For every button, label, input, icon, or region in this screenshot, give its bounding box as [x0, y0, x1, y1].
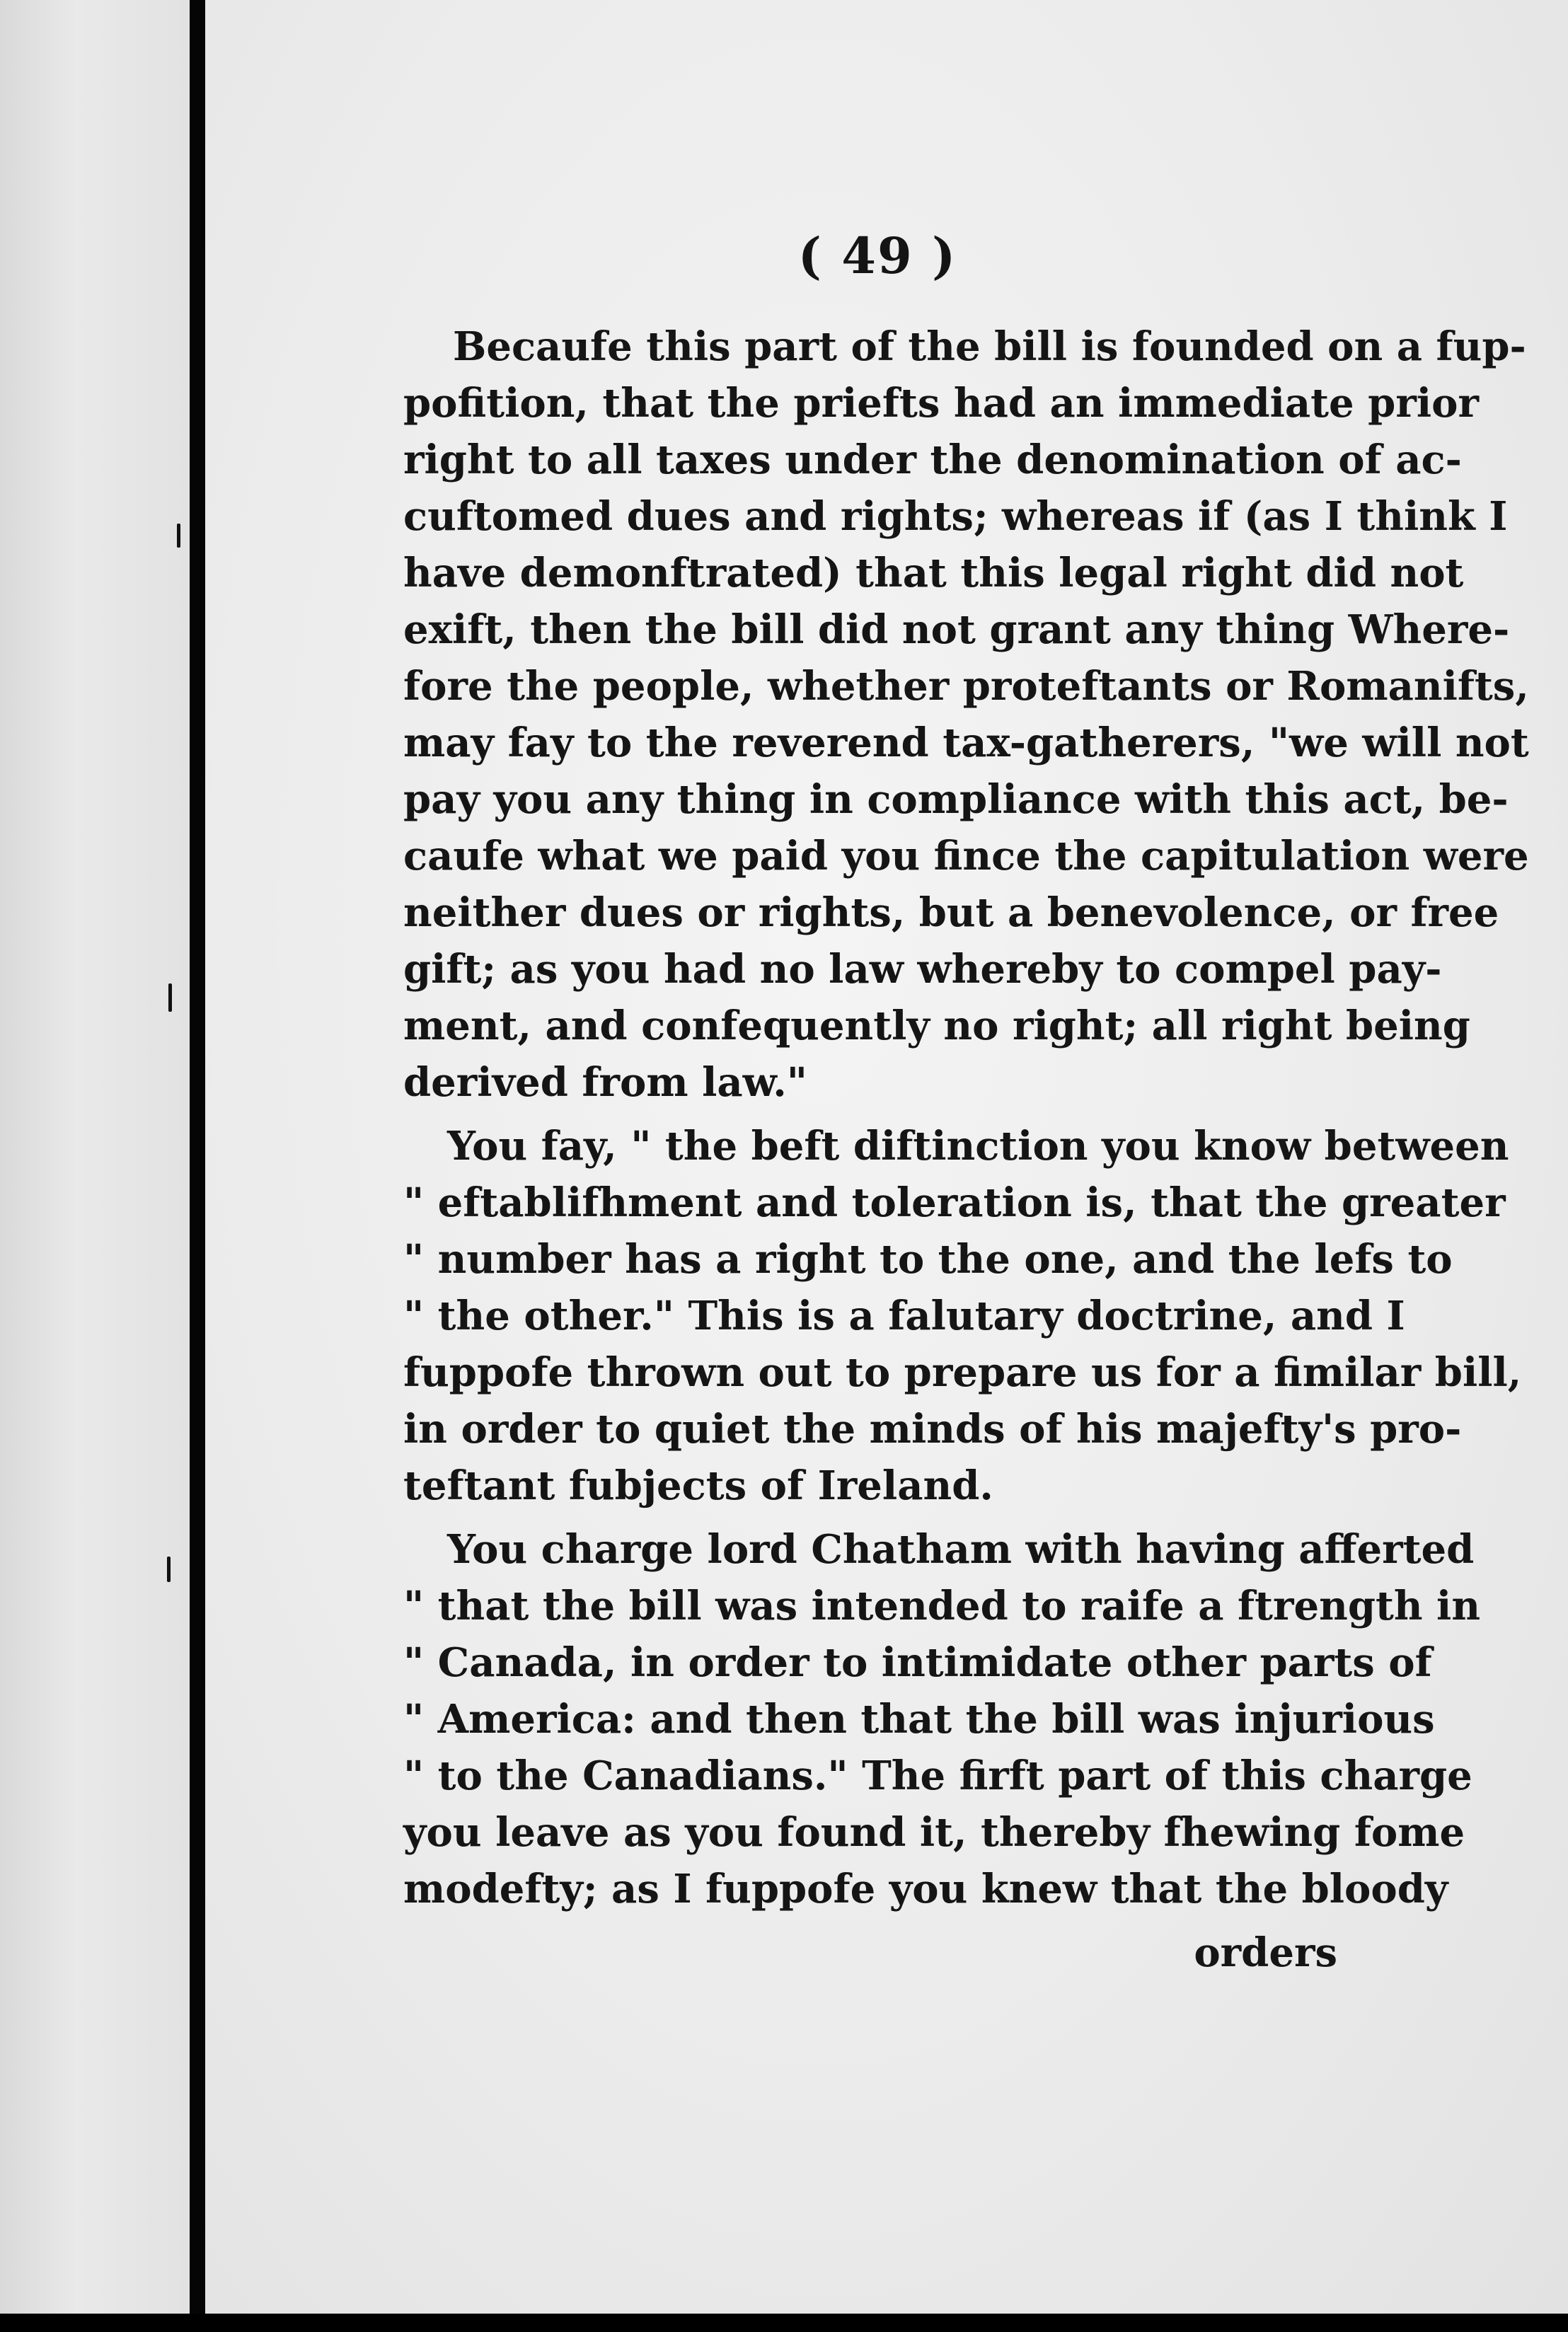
text-line: have demonftrated) that this legal right did not: [403, 550, 1464, 596]
text-line: may fay to the reverend tax-gatherers, "we will not: [403, 720, 1529, 766]
text-line: gift; as you had no law whereby to compel pay-: [403, 946, 1442, 993]
text-line: fuppofe thrown out to prepare us for a fimilar bill,: [403, 1349, 1522, 1396]
text-line: right to all taxes under the denomination of ac-: [403, 437, 1462, 483]
text-line: caufe what we paid you fince the capitulation were: [403, 833, 1529, 879]
text-line: " the other." This is a falutary doctrine, and I: [403, 1293, 1405, 1339]
page-number: ( 49 ): [797, 226, 957, 285]
text-line: You fay, " the beft diftinction you know between: [447, 1123, 1509, 1170]
facing-page-mark: [167, 1557, 171, 1582]
text-line: neither dues or rights, but a benevolence, or free: [403, 889, 1499, 936]
catchword: orders: [1194, 1929, 1337, 1976]
text-line: ment, and confequently no right; all right being: [403, 1003, 1470, 1049]
text-line: You charge lord Chatham with having afferted: [447, 1526, 1475, 1573]
text-line: Becaufe this part of the bill is founded on a fup-: [453, 323, 1526, 370]
text-line: teftant fubjects of Ireland.: [403, 1462, 993, 1509]
text-line: pay you any thing in compliance with this act, be-: [403, 776, 1509, 823]
text-line: exift, then the bill did not grant any thing Where-: [403, 606, 1510, 653]
text-line: " that the bill was intended to raife a ftrength in: [403, 1583, 1481, 1629]
text-line: in order to quiet the minds of his majefty's pro-: [403, 1406, 1462, 1453]
text-line: " number has a right to the one, and the lefs to: [403, 1236, 1453, 1283]
facing-page-mark: [177, 524, 180, 548]
text-line: you leave as you found it, thereby fhewing fome: [403, 1809, 1465, 1856]
facing-page-edge: [0, 0, 190, 2314]
text-line: modefty; as I fuppofe you knew that the bloody: [403, 1866, 1448, 1912]
text-line: " to the Canadians." The firft part of this charge: [403, 1753, 1472, 1799]
text-line: " eftablifhment and toleration is, that the greater: [403, 1179, 1506, 1226]
text-line: fore the people, whether proteftants or Romanifts,: [403, 663, 1529, 710]
book-gutter: [190, 0, 205, 2332]
text-line: cuftomed dues and rights; whereas if (as I think I: [403, 493, 1508, 540]
text-line: derived from law.": [403, 1059, 807, 1106]
text-line: " America: and then that the bill was injurious: [403, 1696, 1435, 1743]
text-line: " Canada, in order to intimidate other parts of: [403, 1639, 1432, 1686]
text-line: pofition, that the priefts had an immediate prior: [403, 380, 1479, 427]
scan-bottom-edge: [0, 2314, 1568, 2332]
facing-page-mark: [168, 983, 172, 1012]
